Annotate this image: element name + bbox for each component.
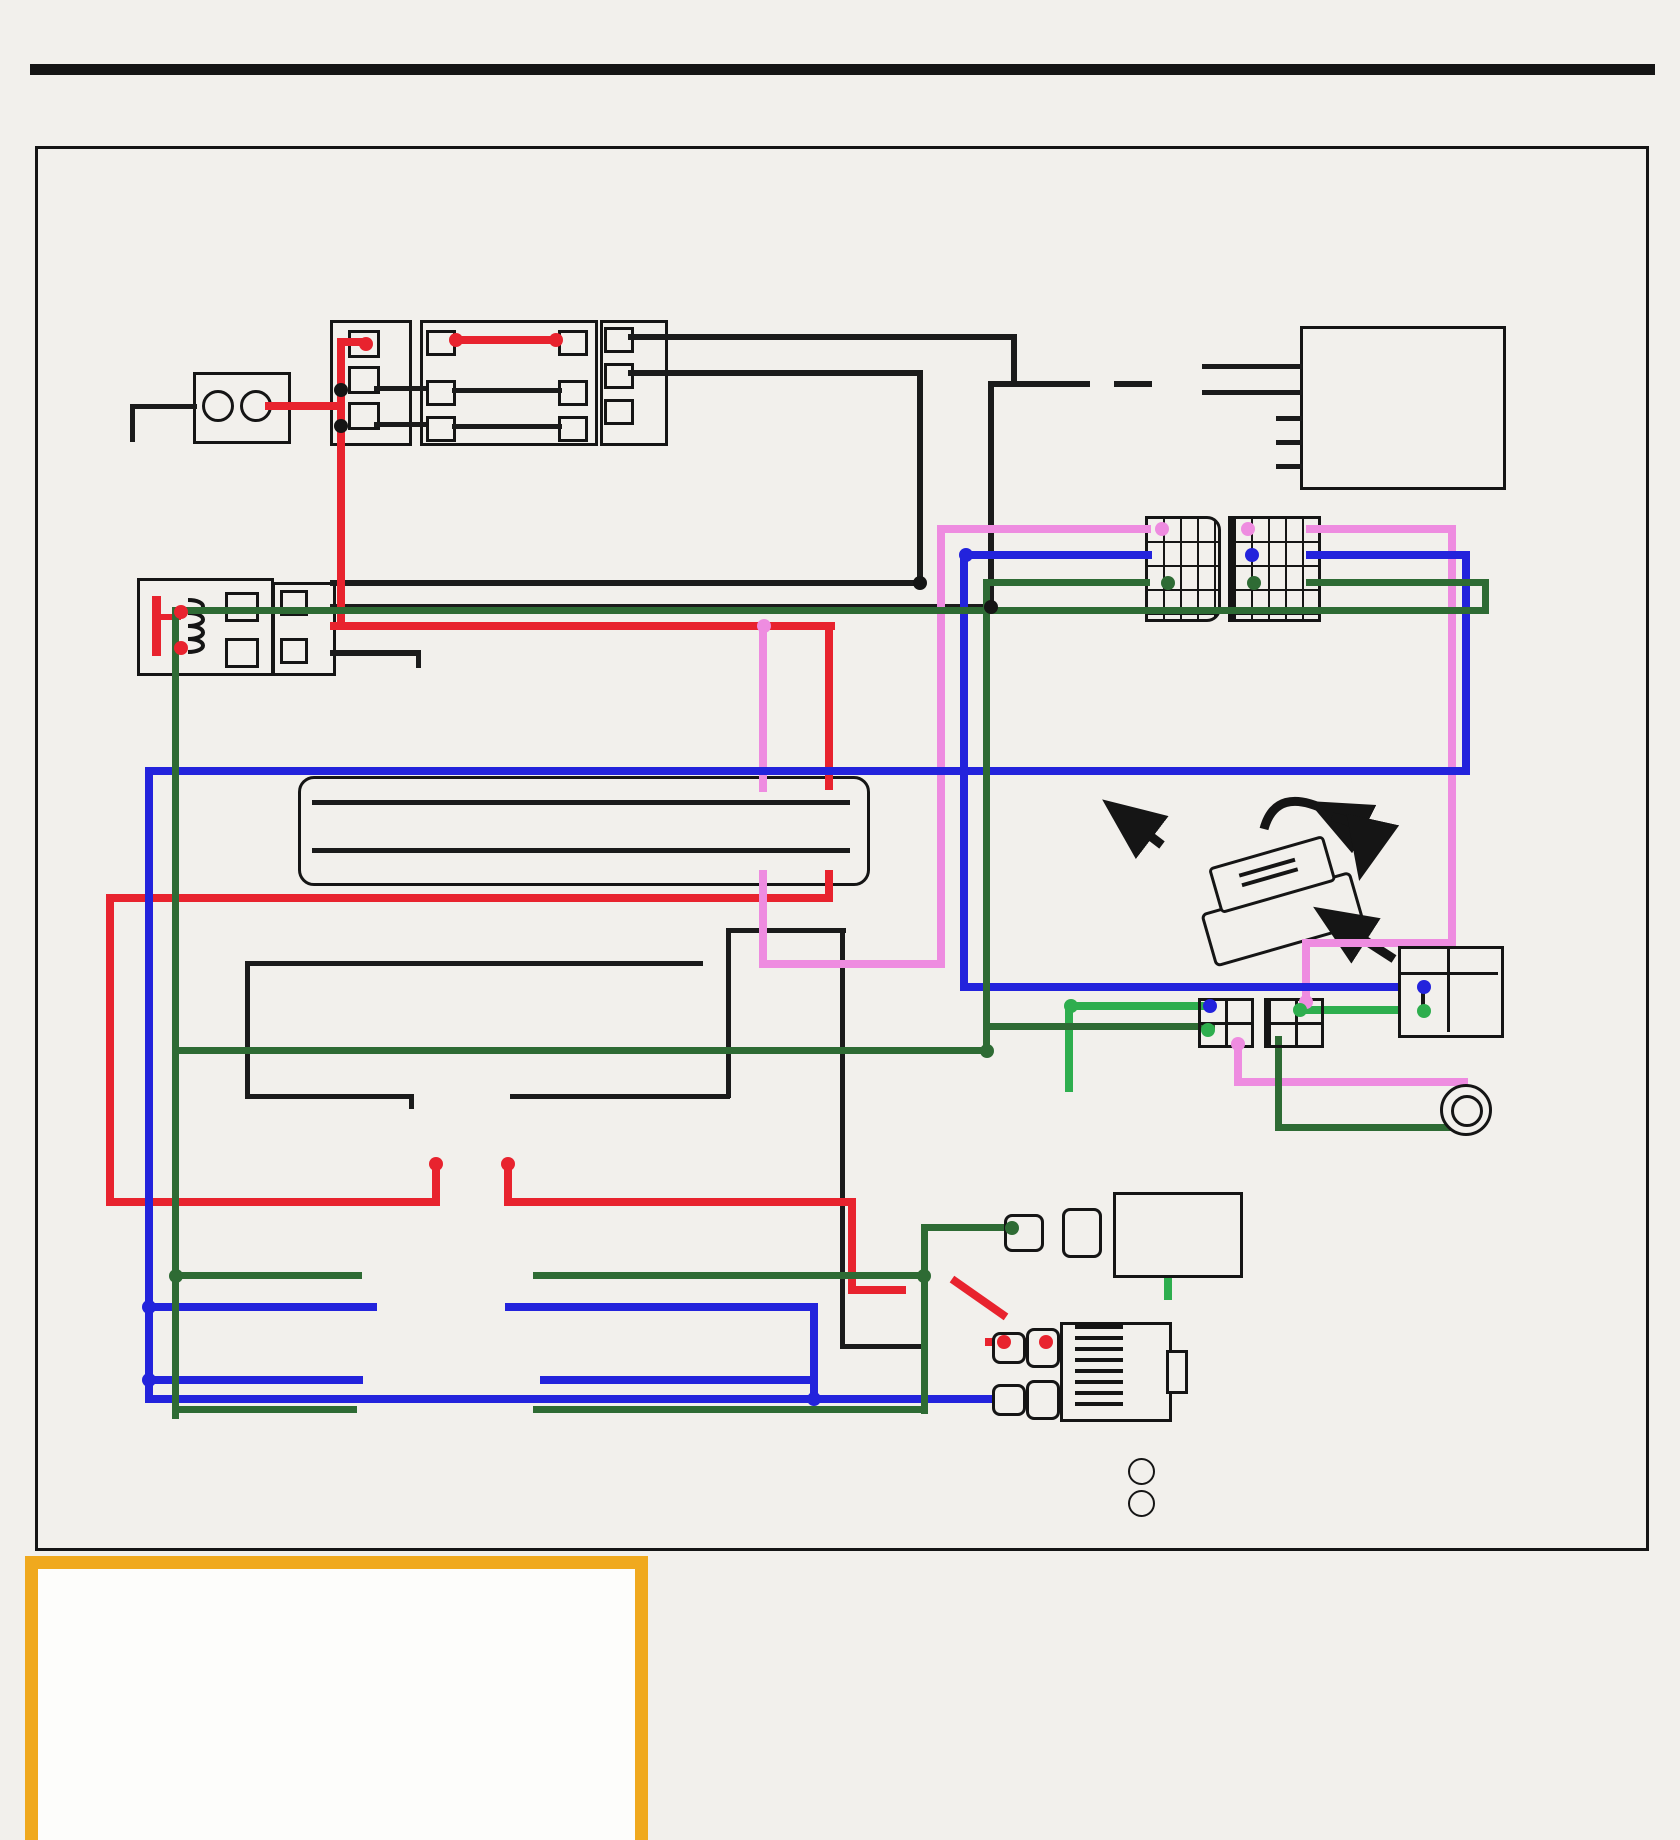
indicator-switch-lug2 <box>1062 1208 1102 1258</box>
junction-dot <box>1231 1037 1245 1051</box>
wire-segment <box>245 961 250 1097</box>
junction-dot <box>1247 576 1261 590</box>
wire-segment <box>106 894 114 1206</box>
junction-dot <box>174 605 188 619</box>
od-cancel-solenoid-box <box>1060 1322 1172 1422</box>
wire-segment <box>130 404 197 409</box>
wire-segment <box>917 370 923 584</box>
wire-segment <box>1306 525 1456 533</box>
wire-segment <box>337 338 345 410</box>
od-indicator-switch-box <box>1113 1192 1243 1278</box>
junction-dot <box>1201 1023 1215 1037</box>
wire-segment <box>921 1224 928 1414</box>
wire-segment <box>106 1198 440 1206</box>
wire-segment <box>312 800 850 805</box>
connector-square <box>558 330 588 356</box>
junction-dot <box>1417 1004 1431 1018</box>
junction-dot <box>1161 576 1175 590</box>
wire-segment <box>172 607 179 1419</box>
connector-square <box>280 638 308 664</box>
wire-segment <box>628 370 922 376</box>
fuse-block-box <box>298 776 870 886</box>
wire-segment <box>759 960 945 968</box>
connector-square <box>225 638 259 668</box>
wire-segment <box>510 1094 730 1099</box>
connector-square <box>426 380 456 406</box>
wire-segment <box>840 1344 928 1349</box>
wire-segment <box>983 579 1150 586</box>
wire-segment <box>452 424 562 429</box>
wire-segment <box>1276 464 1302 469</box>
solenoid-lug3 <box>992 1384 1026 1416</box>
wire-segment <box>145 767 1470 775</box>
junction-dot <box>1203 999 1217 1013</box>
wire-segment <box>726 928 846 933</box>
solenoid-lug4 <box>1026 1380 1060 1420</box>
wire-segment <box>374 386 426 391</box>
junction-dot <box>980 1044 994 1058</box>
wire-segment <box>1276 440 1302 445</box>
wire-segment <box>245 1094 413 1099</box>
wire-segment <box>145 1395 1050 1403</box>
wire-segment <box>988 385 994 608</box>
junction-dot <box>913 576 927 590</box>
junction-dot <box>1417 980 1431 994</box>
connector-square <box>426 416 456 442</box>
wire-segment <box>1276 416 1302 421</box>
wire-segment <box>1202 364 1302 369</box>
wire-segment <box>937 527 945 968</box>
engine-model-d-badge <box>1128 1490 1155 1517</box>
junction-dot <box>334 419 348 433</box>
junction-dot <box>449 333 463 347</box>
wire-segment <box>130 404 135 442</box>
engine-model-g-badge <box>1128 1458 1155 1485</box>
junction-dot <box>142 1373 156 1387</box>
wire-segment <box>265 402 343 410</box>
wire-segment <box>848 1286 906 1294</box>
junction-dot <box>142 1300 156 1314</box>
wire-segment <box>1275 1124 1467 1131</box>
junction-dot <box>359 337 373 351</box>
connector-square <box>604 327 634 353</box>
junction-dot <box>334 383 348 397</box>
junction-dot <box>917 1269 931 1283</box>
junction-dot <box>1064 999 1078 1013</box>
wire-segment <box>825 622 833 790</box>
junction-dot <box>1245 548 1259 562</box>
junction-dot <box>959 548 973 562</box>
wire-segment <box>726 928 731 1098</box>
junction-dot <box>1293 1003 1307 1017</box>
wire-segment <box>988 381 1090 387</box>
connector-square <box>604 363 634 389</box>
wire-segment <box>172 1047 990 1054</box>
legend-box <box>25 1556 648 1840</box>
wire-segment <box>1202 390 1302 395</box>
wire-segment <box>1275 1036 1282 1131</box>
wire-segment <box>337 402 345 630</box>
battery-minus-terminal <box>202 390 234 422</box>
junction-dot <box>429 1157 443 1171</box>
wire-segment <box>983 579 990 1057</box>
wire-segment <box>1065 1002 1209 1010</box>
wire-segment <box>504 1198 856 1206</box>
wire-segment <box>416 650 421 668</box>
wire-segment <box>245 961 703 966</box>
wire-segment <box>921 1224 1009 1231</box>
od-cancel-switch-table <box>1398 946 1504 1038</box>
wire-segment <box>409 1094 414 1109</box>
junction-dot <box>1155 522 1169 536</box>
junction-dot <box>757 619 771 633</box>
wire-segment <box>505 1303 818 1311</box>
junction-dot <box>549 333 563 347</box>
junction-dot <box>174 641 188 655</box>
wire-segment <box>1234 1078 1468 1086</box>
wire-segment <box>810 1303 818 1403</box>
wire-segment <box>983 1023 1215 1030</box>
connector-square <box>558 416 588 442</box>
ignition-switch-table <box>1300 326 1506 490</box>
wire-segment <box>533 1406 928 1413</box>
wire-segment <box>1306 579 1488 586</box>
wire-segment <box>330 580 922 586</box>
wire-segment <box>152 596 161 656</box>
connector-square <box>604 399 634 425</box>
wire-segment <box>628 334 1016 340</box>
connector-square <box>558 380 588 406</box>
wire-segment <box>540 1376 818 1384</box>
wire-segment <box>145 1303 377 1311</box>
wire-segment <box>452 388 562 393</box>
wire-segment <box>106 894 833 902</box>
junction-dot <box>169 1269 183 1283</box>
wire-segment <box>960 551 1152 559</box>
wire-segment <box>533 1272 928 1279</box>
wire-segment <box>312 848 850 853</box>
junction-dot <box>984 600 998 614</box>
wire-segment <box>330 650 420 656</box>
junction-dot <box>1241 522 1255 536</box>
wire-segment <box>937 525 1151 533</box>
junction-dot <box>501 1157 515 1171</box>
wire-segment <box>840 928 845 1348</box>
wire-segment <box>1011 334 1017 386</box>
wire-segment <box>1065 1002 1073 1092</box>
wire-segment <box>374 422 426 427</box>
wire-segment <box>759 870 767 968</box>
junction-dot <box>1005 1221 1019 1235</box>
solenoid-tab <box>1166 1350 1188 1394</box>
wire-segment <box>1114 381 1152 387</box>
junction-dot <box>807 1392 821 1406</box>
title-rule <box>30 64 1655 75</box>
wire-segment <box>1448 525 1456 947</box>
od-indicator-lamp-icon <box>1440 1084 1492 1136</box>
wire-segment <box>1306 551 1468 559</box>
wire-segment <box>172 607 1489 614</box>
junction-dot <box>997 1335 1011 1349</box>
wire-segment <box>960 983 1428 991</box>
wire-segment <box>452 336 562 344</box>
wire-segment <box>172 1272 362 1279</box>
junction-dot <box>1039 1335 1053 1349</box>
wire-segment <box>172 1406 357 1413</box>
